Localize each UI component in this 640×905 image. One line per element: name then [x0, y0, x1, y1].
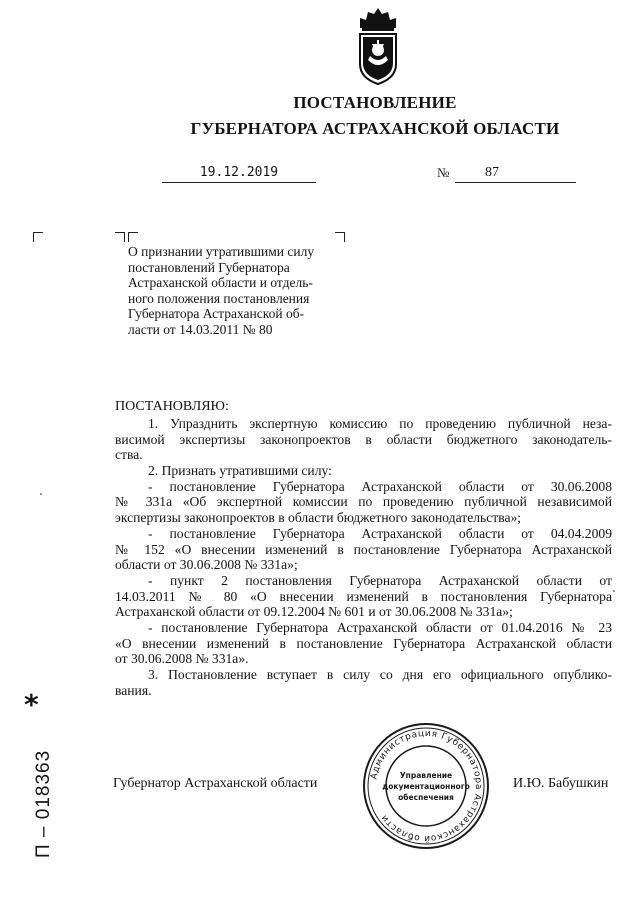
body-line: - постановление Губернатора Астраханской области от 01.04.2016 № 23: [148, 619, 612, 635]
official-seal-stamp: [360, 720, 492, 852]
serial-star-mark: *: [24, 688, 39, 721]
body-line: № 331а «Об экспертной комиссии по проведению публичной независимой: [115, 494, 612, 510]
document-title-line2: ГУБЕРНАТОРА АСТРАХАНСКОЙ ОБЛАСТИ: [190, 119, 560, 138]
document-number: 87: [485, 165, 499, 180]
body-line: ства.: [115, 447, 143, 463]
body-line: от 30.06.2008 № 331а».: [115, 651, 249, 667]
body-line: экспертизы законопроектов в области бюджетного законодательства»;: [115, 510, 522, 526]
document-title-line1: ПОСТАНОВЛЕНИЕ: [293, 93, 457, 112]
body-line: - постановление Губернатора Астраханской области от 04.04.2009: [148, 525, 612, 541]
body-line: висимой экспертизы законопроектов в области бюджетного законодатель-: [115, 431, 612, 447]
resolution-body: [115, 416, 612, 698]
subject-line: ного положения постановления: [128, 290, 310, 306]
body-line: 2. Признать утратившими силу:: [148, 463, 332, 479]
seal-center-line1: Управление: [399, 771, 453, 780]
seal-center-line2: документационного: [382, 782, 470, 791]
body-line: 1. Упразднить экспертную комиссию по проведению публичной неза-: [148, 416, 612, 431]
number-sign: №: [437, 165, 450, 180]
signatory-name: И.Ю. Бабушкин: [513, 776, 609, 791]
body-line: 3. Постановление вступает в силу со дня его официального опублико-: [148, 667, 612, 682]
margin-speck: [613, 590, 615, 592]
body-line: Астраханской области от 09.12.2004 № 601 и от 30.06.2008 № 331а»;: [115, 604, 513, 620]
body-line: «О внесении изменений в постановление Губернатора Астраханской области: [115, 635, 612, 651]
corner-mark-top-left: [33, 232, 43, 242]
document-subject: [128, 244, 340, 338]
document-date: 19.12.2019: [162, 164, 316, 183]
body-line: вания.: [115, 682, 152, 698]
coat-of-arms-emblem: [352, 6, 404, 86]
body-line: области от 30.06.2008 № 331а»;: [115, 557, 298, 573]
resolution-heading: ПОСТАНОВЛЯЮ:: [115, 399, 229, 414]
subject-line: Губернатора Астраханской об-: [128, 306, 305, 322]
corner-mark-left-close: [115, 232, 125, 242]
corner-mark-subject-open: [128, 232, 138, 242]
document-number-field: [455, 164, 576, 183]
subject-line: О признании утратившими силу: [128, 244, 315, 259]
body-line: № 152 «О внесении изменений в постановление Губернатора Астраханской: [115, 541, 612, 557]
seal-center-line3: обеспечения: [398, 793, 454, 802]
blank-serial-number: П – 018363: [33, 749, 54, 858]
margin-speck: [40, 493, 42, 495]
signatory-position: Губернатор Астраханской области: [113, 776, 318, 791]
seal-ring-text: Администрация Губернатора Астраханской области: [369, 728, 484, 844]
subject-line: постановлений Губернатора: [128, 259, 290, 275]
body-line: - постановление Губернатора Астраханской области от 30.06.2008: [148, 478, 612, 494]
corner-mark-subject-close: [335, 232, 345, 242]
body-line: - пункт 2 постановления Губернатора Астраханской области от: [148, 572, 612, 588]
body-line: 14.03.2011 № 80 «О внесении изменений в постановления Губернатора: [115, 588, 612, 604]
subject-line: Астраханской области и отдель-: [128, 275, 313, 291]
subject-line: ласти от 14.03.2011 № 80: [128, 321, 273, 337]
